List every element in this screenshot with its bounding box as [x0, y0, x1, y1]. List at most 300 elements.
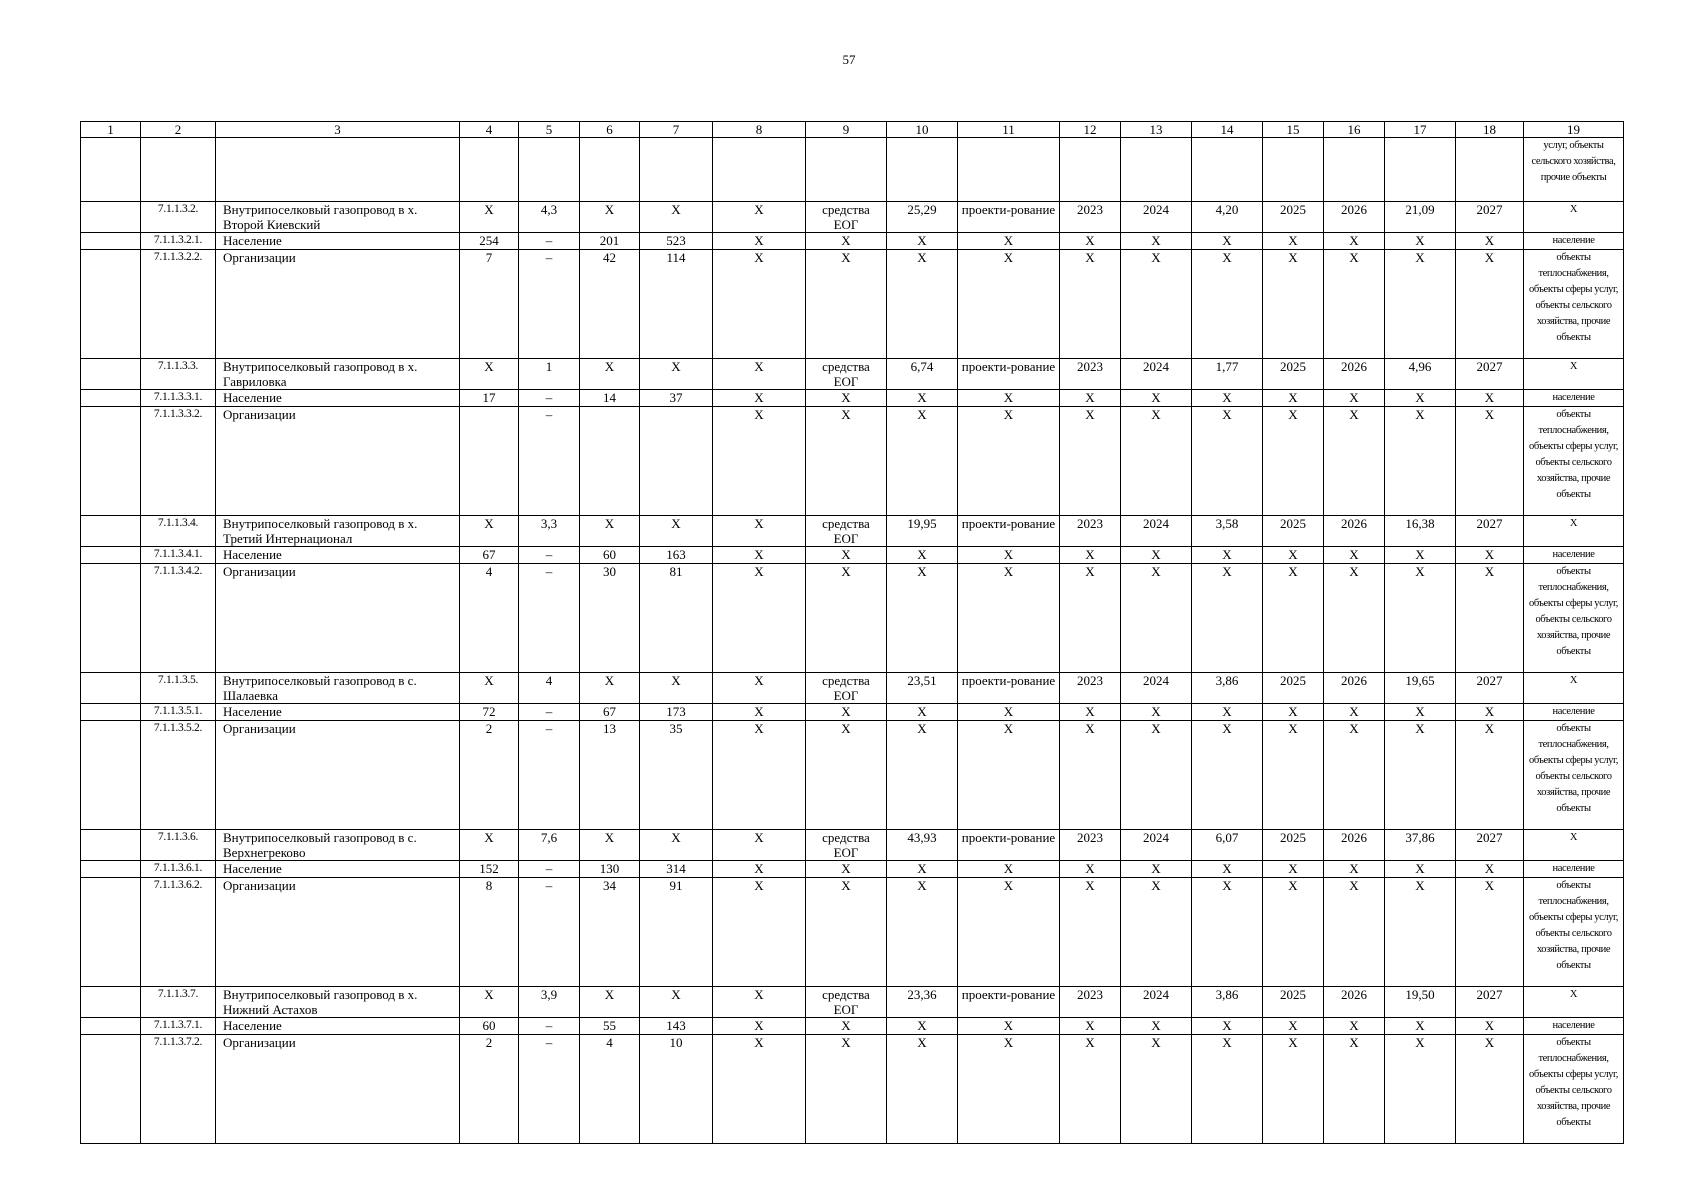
cell-col-1 [81, 233, 141, 250]
cell-col-18: X [1456, 233, 1524, 250]
cell-col-12: X [1060, 250, 1121, 359]
cell-col-19: население [1524, 861, 1624, 878]
cell-col-12: 2023 [1060, 359, 1121, 390]
cell-col-17: X [1385, 878, 1456, 987]
cell-col-8: X [713, 233, 806, 250]
cell-col-13: 2024 [1121, 830, 1192, 861]
cell-col-17: X [1385, 407, 1456, 516]
cell-col-15: X [1263, 861, 1324, 878]
cell-col-1 [81, 407, 141, 516]
cell-col-6: 55 [580, 1018, 640, 1035]
cell-col-1 [81, 1035, 141, 1144]
cell-col-6: 130 [580, 861, 640, 878]
cell-col-1 [81, 704, 141, 721]
cell-col-9: X [806, 721, 887, 830]
cell-col-3: Население [216, 390, 460, 407]
cell-col-19: население [1524, 1018, 1624, 1035]
cell-col-7: 10 [640, 1035, 713, 1144]
cell-col-2: 7.1.1.3.3.2. [141, 407, 216, 516]
cell-col-4: X [460, 673, 519, 704]
cell-col-15: 2025 [1263, 516, 1324, 547]
cell-col-1 [81, 1018, 141, 1035]
cell-col-17: 19,50 [1385, 987, 1456, 1018]
cell-col-1 [81, 390, 141, 407]
cell-col-2: 7.1.1.3.7.2. [141, 1035, 216, 1144]
cell-col-2: 7.1.1.3.7.1. [141, 1018, 216, 1035]
cell-col-16 [1324, 138, 1385, 202]
header-cell-3: 3 [216, 122, 460, 138]
header-cell-14: 14 [1192, 122, 1263, 138]
cell-col-17: X [1385, 564, 1456, 673]
cell-col-14: 3,58 [1192, 516, 1263, 547]
cell-col-7: 91 [640, 878, 713, 987]
table-row [81, 359, 1624, 390]
cell-col-13: X [1121, 721, 1192, 830]
cell-col-11: X [958, 390, 1060, 407]
table-row [81, 138, 1624, 202]
cell-col-10: X [887, 564, 958, 673]
cell-col-6: X [580, 359, 640, 390]
cell-col-13: X [1121, 547, 1192, 564]
cell-col-19: объекты теплоснабжения, объекты сферы услуг, объекты сельского хозяйства, прочие объекты [1524, 878, 1624, 987]
cell-col-11: проекти-рование [958, 830, 1060, 861]
cell-col-12: 2023 [1060, 673, 1121, 704]
cell-col-16: 2026 [1324, 830, 1385, 861]
cell-col-12 [1060, 138, 1121, 202]
cell-col-3: Организации [216, 721, 460, 830]
cell-col-9: средства ЕОГ [806, 673, 887, 704]
cell-col-19: объекты теплоснабжения, объекты сферы услуг, объекты сельского хозяйства, прочие объекты [1524, 564, 1624, 673]
cell-col-6: 201 [580, 233, 640, 250]
header-cell-12: 12 [1060, 122, 1121, 138]
cell-col-15: 2025 [1263, 987, 1324, 1018]
cell-col-16: 2026 [1324, 987, 1385, 1018]
cell-col-6 [580, 407, 640, 516]
cell-col-7: 114 [640, 250, 713, 359]
cell-col-6: 14 [580, 390, 640, 407]
cell-col-18: 2027 [1456, 673, 1524, 704]
cell-col-4: 17 [460, 390, 519, 407]
cell-col-7: X [640, 202, 713, 233]
cell-col-9: X [806, 250, 887, 359]
table-row [81, 390, 1624, 407]
cell-col-12: X [1060, 390, 1121, 407]
cell-col-9: X [806, 564, 887, 673]
cell-col-3: Организации [216, 564, 460, 673]
cell-col-19: население [1524, 547, 1624, 564]
cell-col-4: 254 [460, 233, 519, 250]
program-table [80, 121, 1624, 1144]
cell-col-1 [81, 721, 141, 830]
cell-col-18: 2027 [1456, 359, 1524, 390]
cell-col-1 [81, 878, 141, 987]
header-cell-16: 16 [1324, 122, 1385, 138]
cell-col-7: 143 [640, 1018, 713, 1035]
cell-col-5: 1 [519, 359, 580, 390]
table-row [81, 202, 1624, 233]
cell-col-8: X [713, 547, 806, 564]
cell-col-8: X [713, 516, 806, 547]
cell-col-5: 4,3 [519, 202, 580, 233]
cell-col-1 [81, 138, 141, 202]
cell-col-12: X [1060, 721, 1121, 830]
cell-col-14: 3,86 [1192, 673, 1263, 704]
cell-col-8: X [713, 564, 806, 673]
cell-col-10: 43,93 [887, 830, 958, 861]
cell-col-1 [81, 564, 141, 673]
cell-col-10: X [887, 1018, 958, 1035]
cell-col-15: X [1263, 564, 1324, 673]
header-row [81, 122, 1624, 138]
cell-col-18: X [1456, 250, 1524, 359]
cell-col-8 [713, 138, 806, 202]
cell-col-9: X [806, 390, 887, 407]
cell-col-13: X [1121, 861, 1192, 878]
cell-col-11: X [958, 564, 1060, 673]
header-cell-13: 13 [1121, 122, 1192, 138]
cell-col-19: население [1524, 704, 1624, 721]
cell-col-18: 2027 [1456, 516, 1524, 547]
cell-col-14: X [1192, 250, 1263, 359]
cell-col-9: средства ЕОГ [806, 202, 887, 233]
table-row [81, 830, 1624, 861]
cell-col-9: X [806, 233, 887, 250]
cell-col-13: 2024 [1121, 673, 1192, 704]
cell-col-12: X [1060, 407, 1121, 516]
cell-col-16: X [1324, 390, 1385, 407]
cell-col-3: Внутрипоселковый газопровод в с. Верхнегреково [216, 830, 460, 861]
table-row [81, 1018, 1624, 1035]
cell-col-6: 67 [580, 704, 640, 721]
cell-col-13: 2024 [1121, 359, 1192, 390]
cell-col-2: 7.1.1.3.3. [141, 359, 216, 390]
cell-col-3: Внутрипоселковый газопровод в х. Третий Интернационал [216, 516, 460, 547]
cell-col-16: X [1324, 547, 1385, 564]
cell-col-1 [81, 830, 141, 861]
cell-col-9: X [806, 547, 887, 564]
cell-col-14: 3,86 [1192, 987, 1263, 1018]
cell-col-3: Внутрипоселковый газопровод в с. Шалаевка [216, 673, 460, 704]
cell-col-17: X [1385, 721, 1456, 830]
cell-col-5: – [519, 564, 580, 673]
table-row [81, 516, 1624, 547]
cell-col-19: объекты теплоснабжения, объекты сферы услуг, объекты сельского хозяйства, прочие объекты [1524, 407, 1624, 516]
cell-col-16: X [1324, 233, 1385, 250]
cell-col-9: средства ЕОГ [806, 987, 887, 1018]
table-row [81, 407, 1624, 516]
cell-col-14: X [1192, 1035, 1263, 1144]
cell-col-10: X [887, 250, 958, 359]
cell-col-17: X [1385, 704, 1456, 721]
cell-col-12: X [1060, 861, 1121, 878]
cell-col-5 [519, 138, 580, 202]
cell-col-3: Население [216, 704, 460, 721]
cell-col-5: 4 [519, 673, 580, 704]
cell-col-10: 25,29 [887, 202, 958, 233]
cell-col-9: X [806, 861, 887, 878]
cell-col-15: X [1263, 878, 1324, 987]
cell-col-3 [216, 138, 460, 202]
cell-col-6: X [580, 673, 640, 704]
table-row [81, 1035, 1624, 1144]
cell-col-6: X [580, 830, 640, 861]
cell-col-18: X [1456, 564, 1524, 673]
cell-col-9: X [806, 704, 887, 721]
cell-col-18: X [1456, 407, 1524, 516]
cell-col-4: 152 [460, 861, 519, 878]
cell-col-11: X [958, 721, 1060, 830]
cell-col-1 [81, 547, 141, 564]
cell-col-12: 2023 [1060, 516, 1121, 547]
header-cell-7: 7 [640, 122, 713, 138]
cell-col-8: X [713, 1035, 806, 1144]
header-cell-9: 9 [806, 122, 887, 138]
cell-col-12: 2023 [1060, 202, 1121, 233]
cell-col-5: – [519, 878, 580, 987]
cell-col-1 [81, 250, 141, 359]
cell-col-4: X [460, 359, 519, 390]
cell-col-14: X [1192, 861, 1263, 878]
cell-col-2: 7.1.1.3.5.2. [141, 721, 216, 830]
header-cell-4: 4 [460, 122, 519, 138]
header-cell-11: 11 [958, 122, 1060, 138]
cell-col-18: X [1456, 547, 1524, 564]
header-cell-19: 19 [1524, 122, 1624, 138]
cell-col-5: 3,9 [519, 987, 580, 1018]
cell-col-13: X [1121, 250, 1192, 359]
header-cell-18: 18 [1456, 122, 1524, 138]
cell-col-15: X [1263, 721, 1324, 830]
cell-col-11: X [958, 1018, 1060, 1035]
cell-col-4: X [460, 830, 519, 861]
cell-col-6: 60 [580, 547, 640, 564]
cell-col-3: Население [216, 1018, 460, 1035]
cell-col-7: X [640, 516, 713, 547]
cell-col-13: X [1121, 390, 1192, 407]
cell-col-12: 2023 [1060, 830, 1121, 861]
cell-col-10: X [887, 721, 958, 830]
cell-col-10: 23,51 [887, 673, 958, 704]
cell-col-12: X [1060, 547, 1121, 564]
cell-col-17: X [1385, 250, 1456, 359]
cell-col-8: X [713, 1018, 806, 1035]
cell-col-16: X [1324, 721, 1385, 830]
cell-col-14: X [1192, 564, 1263, 673]
cell-col-1 [81, 516, 141, 547]
cell-col-19: X [1524, 987, 1624, 1018]
cell-col-19: X [1524, 359, 1624, 390]
cell-col-14: X [1192, 704, 1263, 721]
cell-col-17: 16,38 [1385, 516, 1456, 547]
cell-col-8: X [713, 878, 806, 987]
cell-col-3: Внутрипоселковый газопровод в х. Гавриловка [216, 359, 460, 390]
cell-col-2: 7.1.1.3.2.1. [141, 233, 216, 250]
table-row [81, 987, 1624, 1018]
cell-col-13: X [1121, 878, 1192, 987]
cell-col-14: X [1192, 407, 1263, 516]
cell-col-12: X [1060, 878, 1121, 987]
table-row [81, 233, 1624, 250]
table-row [81, 564, 1624, 673]
cell-col-15: X [1263, 407, 1324, 516]
cell-col-18: 2027 [1456, 987, 1524, 1018]
cell-col-8: X [713, 390, 806, 407]
cell-col-15: X [1263, 547, 1324, 564]
cell-col-14: X [1192, 1018, 1263, 1035]
cell-col-16: 2026 [1324, 202, 1385, 233]
cell-col-15 [1263, 138, 1324, 202]
cell-col-8: X [713, 721, 806, 830]
cell-col-5: 7,6 [519, 830, 580, 861]
cell-col-5: – [519, 390, 580, 407]
cell-col-16: 2026 [1324, 359, 1385, 390]
cell-col-18: X [1456, 878, 1524, 987]
cell-col-11: X [958, 407, 1060, 516]
cell-col-11 [958, 138, 1060, 202]
cell-col-8: X [713, 250, 806, 359]
cell-col-1 [81, 987, 141, 1018]
cell-col-7: 35 [640, 721, 713, 830]
cell-col-15: 2025 [1263, 359, 1324, 390]
cell-col-10: X [887, 1035, 958, 1144]
cell-col-19: X [1524, 516, 1624, 547]
cell-col-5: – [519, 1018, 580, 1035]
cell-col-19: объекты теплоснабжения, объекты сферы услуг, объекты сельского хозяйства, прочие объекты [1524, 721, 1624, 830]
cell-col-9: X [806, 407, 887, 516]
cell-col-5: – [519, 233, 580, 250]
header-cell-10: 10 [887, 122, 958, 138]
cell-col-9: X [806, 1035, 887, 1144]
cell-col-10: 19,95 [887, 516, 958, 547]
cell-col-7: 81 [640, 564, 713, 673]
cell-col-8: X [713, 673, 806, 704]
cell-col-4: 8 [460, 878, 519, 987]
cell-col-12: 2023 [1060, 987, 1121, 1018]
cell-col-19: население [1524, 233, 1624, 250]
cell-col-17: X [1385, 861, 1456, 878]
cell-col-17: 21,09 [1385, 202, 1456, 233]
cell-col-4: 2 [460, 1035, 519, 1144]
cell-col-5: – [519, 547, 580, 564]
cell-col-4: X [460, 202, 519, 233]
cell-col-17: X [1385, 390, 1456, 407]
cell-col-18 [1456, 138, 1524, 202]
cell-col-16: X [1324, 1035, 1385, 1144]
cell-col-2 [141, 138, 216, 202]
cell-col-9: X [806, 1018, 887, 1035]
cell-col-3: Организации [216, 250, 460, 359]
cell-col-10: X [887, 878, 958, 987]
cell-col-7: 37 [640, 390, 713, 407]
cell-col-8: X [713, 359, 806, 390]
cell-col-17: X [1385, 1018, 1456, 1035]
cell-col-14: 6,07 [1192, 830, 1263, 861]
cell-col-7: 163 [640, 547, 713, 564]
cell-col-7: X [640, 830, 713, 861]
cell-col-2: 7.1.1.3.3.1. [141, 390, 216, 407]
cell-col-8: X [713, 407, 806, 516]
cell-col-7: 523 [640, 233, 713, 250]
cell-col-10: X [887, 547, 958, 564]
cell-col-4 [460, 407, 519, 516]
cell-col-15: X [1263, 390, 1324, 407]
cell-col-6: 34 [580, 878, 640, 987]
cell-col-13: X [1121, 704, 1192, 721]
cell-col-2: 7.1.1.3.4.1. [141, 547, 216, 564]
cell-col-19: объекты теплоснабжения, объекты сферы услуг, объекты сельского хозяйства, прочие объекты [1524, 250, 1624, 359]
cell-col-12: X [1060, 1018, 1121, 1035]
cell-col-7 [640, 407, 713, 516]
cell-col-16: X [1324, 861, 1385, 878]
cell-col-3: Внутрипоселковый газопровод в х. Второй Киевский [216, 202, 460, 233]
cell-col-10: X [887, 233, 958, 250]
cell-col-5: – [519, 407, 580, 516]
cell-col-5: – [519, 1035, 580, 1144]
cell-col-2: 7.1.1.3.5. [141, 673, 216, 704]
cell-col-15: 2025 [1263, 830, 1324, 861]
cell-col-3: Организации [216, 407, 460, 516]
cell-col-10 [887, 138, 958, 202]
cell-col-3: Население [216, 861, 460, 878]
cell-col-7: 314 [640, 861, 713, 878]
cell-col-3: Население [216, 547, 460, 564]
cell-col-19: объекты теплоснабжения, объекты сферы услуг, объекты сельского хозяйства, прочие объекты [1524, 1035, 1624, 1144]
cell-col-13: 2024 [1121, 202, 1192, 233]
cell-col-8: X [713, 861, 806, 878]
cell-col-5: – [519, 704, 580, 721]
cell-col-14: 1,77 [1192, 359, 1263, 390]
cell-col-6: 13 [580, 721, 640, 830]
cell-col-12: X [1060, 704, 1121, 721]
cell-col-4: 60 [460, 1018, 519, 1035]
cell-col-4: 7 [460, 250, 519, 359]
cell-col-6: 30 [580, 564, 640, 673]
header-cell-2: 2 [141, 122, 216, 138]
cell-col-13: X [1121, 407, 1192, 516]
cell-col-12: X [1060, 1035, 1121, 1144]
header-cell-8: 8 [713, 122, 806, 138]
cell-col-11: проекти-рование [958, 359, 1060, 390]
cell-col-2: 7.1.1.3.7. [141, 987, 216, 1018]
cell-col-11: X [958, 250, 1060, 359]
page-number: 57 [842, 52, 856, 67]
cell-col-7: X [640, 359, 713, 390]
cell-col-1 [81, 202, 141, 233]
cell-col-13 [1121, 138, 1192, 202]
cell-col-11: проекти-рование [958, 987, 1060, 1018]
cell-col-16: X [1324, 407, 1385, 516]
cell-col-16: X [1324, 564, 1385, 673]
cell-col-5: – [519, 250, 580, 359]
cell-col-8: X [713, 987, 806, 1018]
cell-col-18: X [1456, 704, 1524, 721]
cell-col-7: X [640, 987, 713, 1018]
cell-col-16: X [1324, 704, 1385, 721]
cell-col-6: 4 [580, 1035, 640, 1144]
cell-col-13: X [1121, 233, 1192, 250]
cell-col-15: X [1263, 233, 1324, 250]
cell-col-4: 67 [460, 547, 519, 564]
table-row [81, 673, 1624, 704]
table-row [81, 878, 1624, 987]
cell-col-11: проекти-рование [958, 202, 1060, 233]
cell-col-17: 37,86 [1385, 830, 1456, 861]
cell-col-15: X [1263, 1035, 1324, 1144]
cell-col-6: X [580, 202, 640, 233]
cell-col-14: X [1192, 233, 1263, 250]
table-row [81, 721, 1624, 830]
cell-col-7: X [640, 673, 713, 704]
